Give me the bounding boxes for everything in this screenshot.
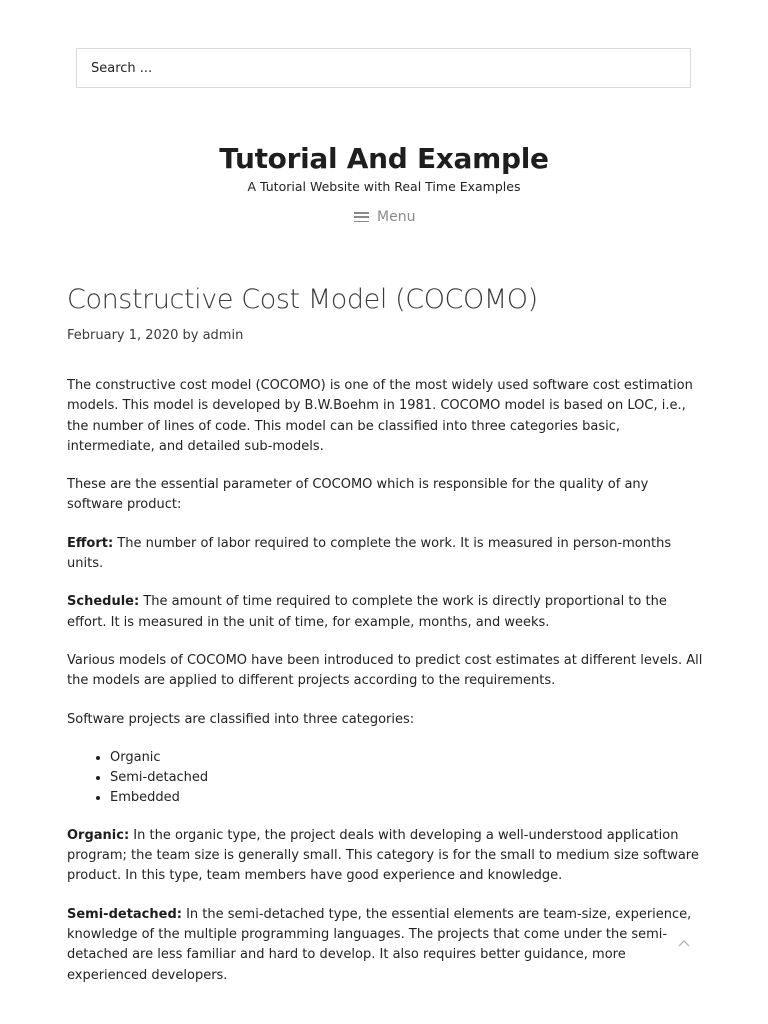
paragraph-intro: The constructive cost model (COCOMO) is one of the most widely used software cost estimation models. This model is developed by B.W.Boehm in 1981. COCOMO model is based on LOC, i.e., the number of lines of code. This model can be classified into three categories basic, intermediate, and detailed sub-models.	[67, 378, 693, 454]
paragraph-schedule	[67, 592, 703, 633]
author-link[interactable]: admin	[202, 328, 244, 343]
search-input[interactable]	[77, 49, 690, 87]
paragraph-organic	[67, 826, 703, 887]
paragraph-effort	[67, 534, 703, 575]
schedule-text: The amount of time required to complete the work is directly proportional to the effort. It is measured in the unit of time, for example, months, and weeks.	[67, 594, 667, 630]
post-date-link[interactable]: February 1, 2020	[67, 328, 179, 343]
schedule-term: Schedule:	[67, 594, 140, 610]
site-tagline: A Tutorial Website with Real Time Examples	[247, 179, 521, 194]
paragraph-categories: Software projects are classified into three categories:	[67, 711, 415, 727]
hamburger-icon	[354, 212, 369, 222]
back-to-top-button[interactable]	[676, 935, 692, 951]
article-content	[67, 376, 703, 986]
search-box[interactable]	[76, 48, 691, 88]
category-list	[67, 748, 703, 808]
article-title: Constructive Cost Model (COCOMO)	[67, 284, 538, 315]
semi-detached-text: In the semi-detached type, the essential elements are team-size, experience, knowledge of the multiple programming languages. The projects that come under the semi-detached are less familiar and hard to develop. It also requires better guidance, more experienced developers.	[67, 906, 692, 983]
effort-text: The number of labor required to complete the work. It is measured in person-months units.	[67, 535, 672, 572]
chevron-up-icon	[678, 939, 690, 947]
entry-meta	[67, 327, 703, 345]
list-item: • Semi-detached	[110, 768, 703, 788]
menu-label: Menu	[377, 209, 416, 225]
paragraph-semi-detached	[67, 905, 703, 986]
list-item: • Organic	[110, 748, 703, 768]
semi-detached-term: Semi-detached:	[67, 906, 182, 922]
article	[67, 282, 703, 1004]
paragraph-models: Various models of COCOMO have been introduced to predict cost estimates at different levels. All the models are applied to different projects according to the requirements.	[67, 652, 703, 689]
menu-toggle-button[interactable]	[354, 207, 415, 227]
paragraph-parameters: These are the essential parameter of COCOMO which is responsible for the quality of any software product:	[67, 477, 649, 513]
effort-term: Effort:	[67, 535, 114, 551]
list-item: • Embedded	[110, 788, 703, 808]
organic-term: Organic:	[67, 827, 130, 843]
by-label: by	[182, 328, 199, 343]
site-title[interactable]: Tutorial And Example	[219, 142, 549, 175]
organic-text: In the organic type, the project deals with developing a well-understood application program; the team size is generally small. This category is for the small to medium size software product. In this type, team members have good experience and knowledge.	[67, 827, 699, 884]
